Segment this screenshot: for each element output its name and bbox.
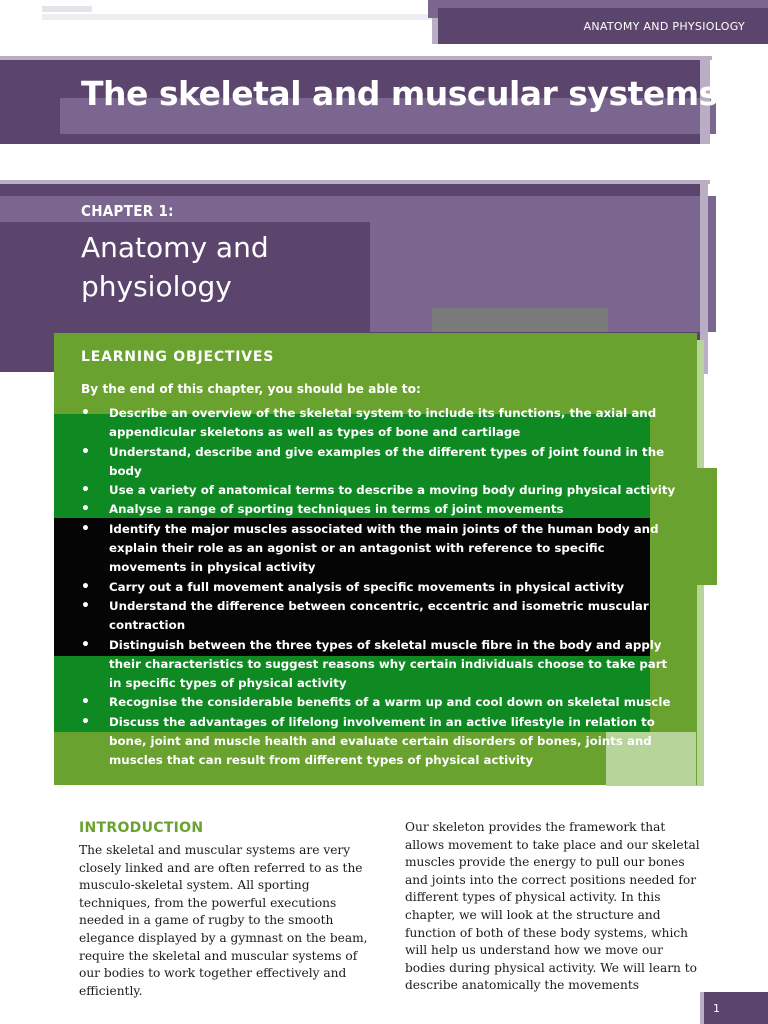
objectives-decor-bar bbox=[432, 308, 608, 332]
chapter-title: Anatomy and physiology bbox=[81, 231, 269, 303]
objectives-intro: By the end of this chapter, you should be able to: bbox=[81, 382, 421, 396]
chapter-label: CHAPTER 1: bbox=[81, 202, 174, 220]
header-decor-bar bbox=[42, 14, 432, 20]
header-decor-bar bbox=[42, 6, 92, 12]
objective-item: • Understand the difference between concentric, eccentric and isometric muscular contraction bbox=[81, 597, 681, 636]
introduction-right-column: Our skeleton provides the framework that allows movement to take place and our skeletal muscles provide the energy to pull our bones and joints into the correct positions needed for different types of physical activity. In this chapter, we will look at the structure and function of both of these body systems, which will help us understand how we move our bodies during physical activity. We will learn to describe anatomically the movements bbox=[405, 820, 700, 993]
page-title: The skeletal and muscular systems bbox=[81, 74, 718, 113]
running-head: ANATOMY AND PHYSIOLOGY bbox=[438, 8, 768, 44]
objectives-list bbox=[81, 404, 681, 771]
objectives-heading: LEARNING OBJECTIVES bbox=[81, 349, 275, 365]
objective-item: • Analyse a range of sporting techniques in terms of joint movements bbox=[81, 500, 681, 519]
objective-item: • Identify the major muscles associated with the main joints of the human body and explain their role as an agonist or an antagonist with reference to specific movements in physical activity bbox=[81, 520, 681, 578]
introduction-left-column: The skeletal and muscular systems are very closely linked and are often referred to as the musculo-skeletal system. All sporting techniques, from the powerful executions needed in a game of rugby to the smooth elegance displayed by a gymnast on the beam, require the skeletal and muscular systems of our bodies to work together effectively and efficiently. bbox=[79, 843, 368, 998]
objective-item: • Discuss the advantages of lifelong involvement in an active lifestyle in relation to bone, joint and muscle health and evaluate certain disorders of bones, joints and muscles that can result from different types of physical activity bbox=[81, 713, 681, 771]
objective-item: • Use a variety of anatomical terms to describe a moving body during physical activity bbox=[81, 481, 681, 500]
objective-item: • Recognise the considerable benefits of a warm up and cool down on skeletal muscle bbox=[81, 693, 681, 712]
objective-item: • Describe an overview of the skeletal system to include its functions, the axial and appendicular skeletons as well as types of bone and cartilage bbox=[81, 404, 681, 443]
objective-item: • Distinguish between the three types of skeletal muscle fibre in the body and apply their characteristics to suggest reasons why certain individuals choose to take part in specific types of physical activity bbox=[81, 636, 681, 694]
introduction-heading: INTRODUCTION bbox=[79, 820, 204, 836]
objective-item: • Understand, describe and give examples of the different types of joint found in the body bbox=[81, 443, 681, 482]
objective-item: • Carry out a full movement analysis of specific movements in physical activity bbox=[81, 578, 681, 597]
page-number: 1 bbox=[704, 992, 768, 1024]
